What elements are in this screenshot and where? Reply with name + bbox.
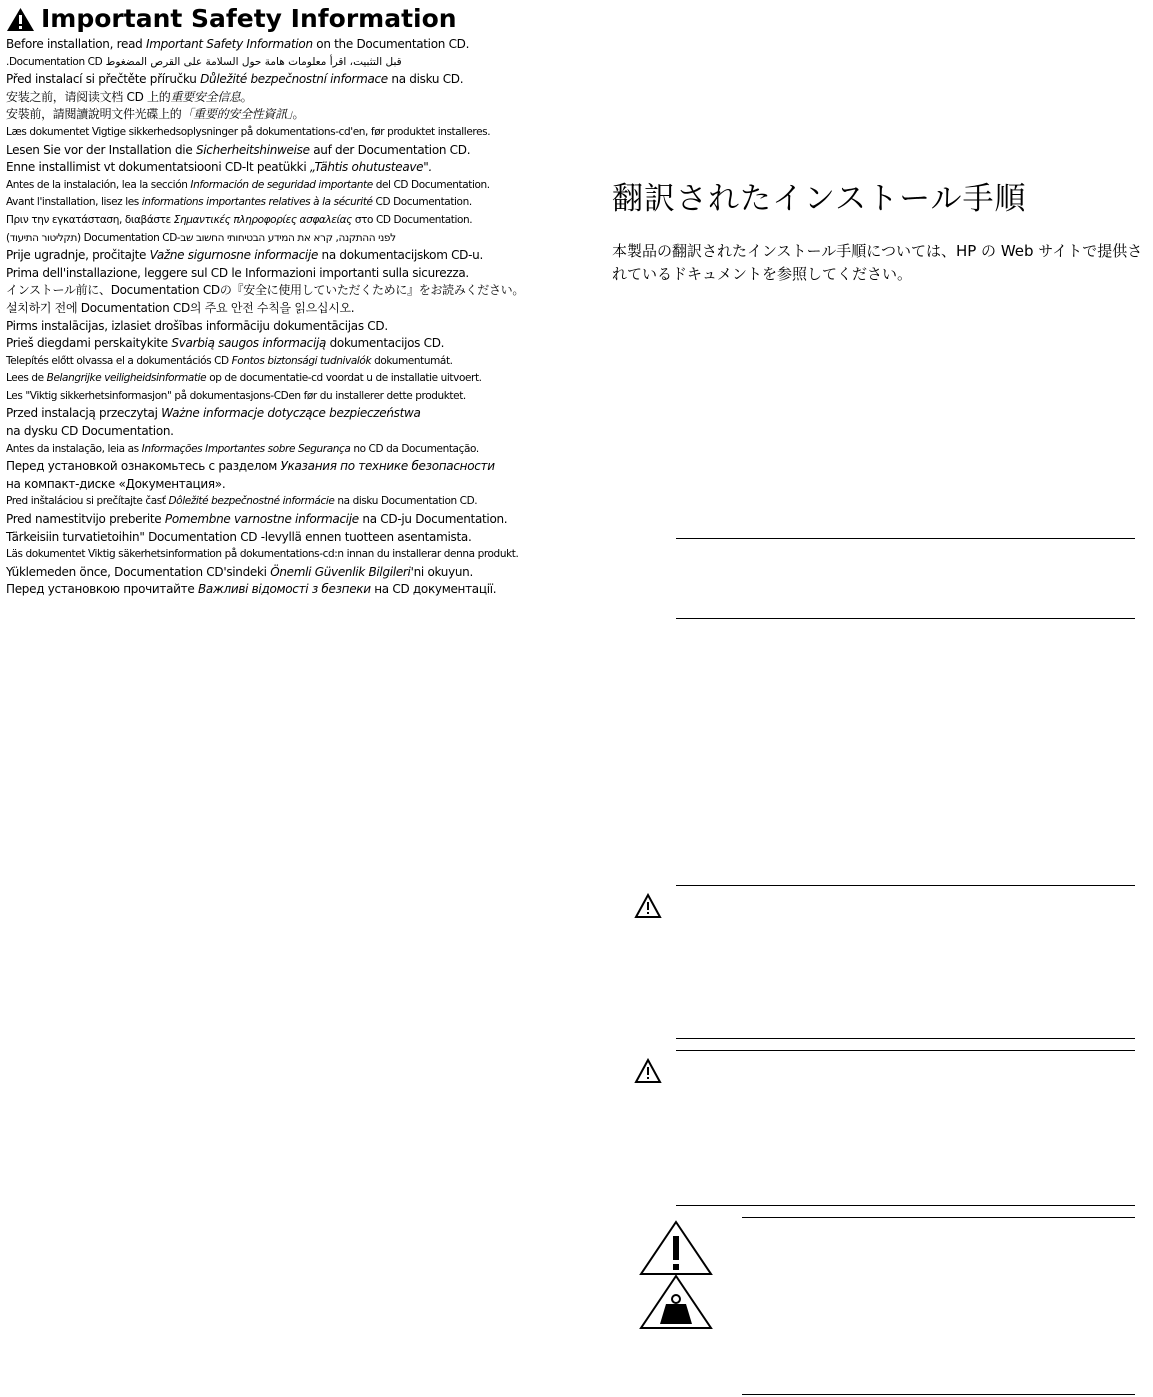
safety-line-text: Enne installimist vt dokumentatsiooni CD-lt peatükki (6, 160, 310, 175)
safety-line-emphasis: Ważne informacje dotyczące bezpieczeństwa (161, 406, 421, 421)
safety-line-text: Pred namestitvijo preberite (6, 512, 165, 527)
safety-title (6, 4, 551, 34)
translated-instructions-heading: 翻訳されたインストール手順 (612, 181, 1027, 217)
safety-line-text: on the Documentation CD. (312, 37, 470, 51)
safety-line-text: Antes da instalação, leia as (6, 442, 142, 455)
safety-line (6, 423, 551, 441)
safety-line-text: на CD документації. (370, 582, 497, 597)
safety-line-text: Yüklemeden önce, Documentation CD'sindeki (6, 564, 271, 579)
safety-line (6, 493, 551, 511)
safety-line-text: CD Documentation. (372, 196, 472, 209)
safety-line-emphasis: Указания по технике безопасности (280, 459, 495, 474)
safety-line-emphasis: Belangrijke veiligheidsinformatie (46, 372, 207, 385)
safety-line (6, 54, 551, 72)
safety-line-text: auf der Documentation CD. (309, 142, 471, 157)
safety-line-text: Prije ugradnje, pročitajte (6, 248, 150, 263)
heavy-warning-top-rule (742, 1217, 1135, 1218)
safety-line-text: Prieš diegdami perskaitykite (6, 336, 172, 351)
safety-line-emphasis: Informações Importantes sobre Segurança (141, 442, 351, 455)
caution2-top-rule (676, 1050, 1135, 1051)
safety-line (6, 230, 551, 248)
safety-line-emphasis: Σημαντικές πληροφορίες ασφαλείας (173, 213, 352, 226)
safety-line-emphasis: Sicherheitshinweise (195, 142, 310, 157)
translated-instructions-body: 本製品の翻訳されたインストール手順については、HP の Web サイトで提供されているドキュメントを参照してください。 (612, 242, 1143, 283)
safety-line-text: Πριν την εγκατάσταση, διαβάστε (6, 213, 174, 226)
safety-line-text: 安裝前，請閱讀說明文件光碟上的 (6, 107, 182, 122)
safety-line (6, 370, 551, 388)
safety-line (6, 194, 551, 212)
safety-line-emphasis: 「重要的安全性資訊」 (181, 107, 293, 122)
heavy-warning-bottom-rule (742, 1394, 1135, 1395)
safety-line (6, 529, 551, 547)
safety-line-text: قبل التثبيت، اقرأ معلومات هامة حول السلامة على القرص المضغوط Documentation CD. (6, 55, 402, 68)
safety-line (6, 546, 551, 564)
safety-line-text: 。 (240, 89, 253, 104)
safety-line-emphasis: Önemli Güvenlik Bilgileri (270, 564, 411, 579)
safety-line-emphasis: Svarbią saugos informaciją (171, 336, 327, 351)
safety-line-text: Lesen Sie vor der Installation die (6, 142, 196, 157)
safety-line-emphasis: Pomembne varnostne informacije (164, 512, 359, 527)
note-top-rule (676, 538, 1135, 539)
safety-line-text: Les "Viktig sikkerhetsinformasjon" på dokumentasjons-CDen før du installerer dette produktet. (6, 389, 466, 402)
safety-line-text: dokumentacijos CD. (326, 336, 445, 351)
caution1-bottom-rule (676, 1038, 1135, 1039)
safety-line (6, 405, 551, 423)
safety-line (6, 142, 551, 160)
safety-line (6, 265, 551, 283)
safety-line (6, 564, 551, 582)
safety-line-emphasis: Fontos biztonsági tudnivalók (231, 354, 372, 367)
safety-line (6, 282, 551, 300)
safety-title-text: Important Safety Information (41, 4, 457, 33)
safety-line-text: Avant l'installation, lisez les (6, 196, 142, 209)
safety-line-text: 安装之前，请阅读文档 CD 上的 (6, 89, 171, 104)
safety-line (6, 353, 551, 371)
safety-line-text: לפני ההתקנה, קרא את המידע הבטיחותי החשוב שב-Documentation CD (תקליטור התיעוד) (6, 231, 396, 244)
safety-line-emphasis: Důležité bezpečnostní informace (200, 72, 388, 87)
safety-line-emphasis: Dôležité bezpečnostné informácie (168, 495, 335, 508)
safety-line (6, 441, 551, 459)
safety-line-emphasis: Važne sigurnosne informacije (149, 248, 319, 263)
safety-line-text: на компакт-диске «Документация». (6, 476, 226, 491)
safety-line-text: na dysku CD Documentation. (6, 424, 174, 439)
safety-line-emphasis: Important Safety Information (145, 37, 313, 51)
safety-line-text: Перед установкою прочитайте (6, 582, 198, 597)
safety-line (6, 300, 551, 318)
safety-line (6, 318, 551, 336)
safety-line-text: 설치하기 전에 Documentation CD의 주요 안전 수칙을 읽으십시오. (6, 300, 355, 315)
safety-line-text: Před instalací si přečtěte příručku (6, 72, 201, 87)
safety-line (6, 247, 551, 265)
safety-line (6, 124, 551, 142)
safety-line-text: Перед установкой ознакомьтесь с разделом (6, 459, 281, 474)
safety-line-emphasis: 重要安全信息 (170, 89, 241, 104)
safety-line-text: Pirms instalācijas, izlasiet drošības informāciju dokumentācijas CD. (6, 318, 388, 333)
safety-line-text: na CD-ju Documentation. (358, 512, 508, 527)
safety-line (6, 89, 551, 107)
safety-line-text: Lees de (6, 372, 47, 385)
safety-line-text: Telepítés előtt olvassa el a dokumentációs CD (6, 354, 232, 367)
safety-line-text: インストール前に、Documentation CDの『安全に使用していただくために』をお読みください。 (6, 283, 525, 298)
note-bottom-rule (676, 618, 1135, 619)
safety-line-text: Läs dokumentet Viktig säkerhetsinformation på dokumentations-cd:n innan du installerar denna produkt. (6, 548, 519, 561)
safety-line-text: del CD Documentation. (372, 178, 490, 191)
safety-line-text: στο CD Documentation. (351, 213, 473, 226)
safety-line (6, 335, 551, 353)
safety-line-text: Tärkeisiin turvatietoihin" Documentation CD -levyllä ennen tuotteen asentamista. (6, 529, 472, 544)
heavy-weight-warning-icon (638, 1220, 714, 1330)
safety-line-text: na disku Documentation CD. (334, 495, 478, 508)
safety-line-text: Pred inštaláciou si prečítajte časť (6, 495, 169, 508)
safety-language-list (6, 36, 551, 599)
safety-line-emphasis: „Tähtis ohutusteave". (309, 160, 432, 175)
safety-line (6, 212, 551, 230)
safety-line-text: Before installation, read (6, 37, 146, 51)
safety-line-emphasis: Важливі відомості з безпеки (197, 582, 371, 597)
safety-line-text: 。 (292, 107, 305, 122)
safety-line-text: Antes de la instalación, lea la sección (6, 178, 191, 191)
safety-line-text: no CD da Documentação. (350, 442, 479, 455)
safety-line (6, 458, 551, 476)
safety-line (6, 71, 551, 89)
safety-line-text: op de documentatie-cd voordat u de installatie uitvoert. (206, 372, 482, 385)
caution2-bottom-rule (676, 1205, 1135, 1206)
safety-line (6, 106, 551, 124)
warning-triangle-icon (634, 1058, 662, 1084)
safety-section (6, 4, 551, 599)
safety-line-text: Prima dell'installazione, leggere sul CD le Informazioni importanti sulla sicurezza. (6, 265, 469, 280)
safety-line (6, 511, 551, 529)
safety-line (6, 476, 551, 494)
safety-line-text: na dokumentacijskom CD-u. (318, 248, 483, 263)
safety-line (6, 581, 551, 599)
safety-line (6, 177, 551, 195)
warning-triangle-icon (6, 7, 35, 32)
warning-triangle-icon (634, 893, 662, 919)
caution1-top-rule (676, 885, 1135, 886)
safety-line-text: dokumentumát. (371, 354, 453, 367)
safety-line-emphasis: Información de seguridad importante (190, 178, 373, 191)
safety-line-text: na disku CD. (387, 72, 464, 87)
safety-line-text: Przed instalacją przeczytaj (6, 406, 162, 421)
safety-line-text: 'ni okuyun. (410, 564, 474, 579)
safety-line-emphasis: informations importantes relatives à la sécurité (141, 196, 373, 209)
safety-line (6, 159, 551, 177)
safety-line-text: Læs dokumentet Vigtige sikkerhedsoplysninger på dokumentations-cd'en, før produktet installeres. (6, 125, 491, 138)
safety-line (6, 388, 551, 406)
safety-line (6, 36, 551, 54)
